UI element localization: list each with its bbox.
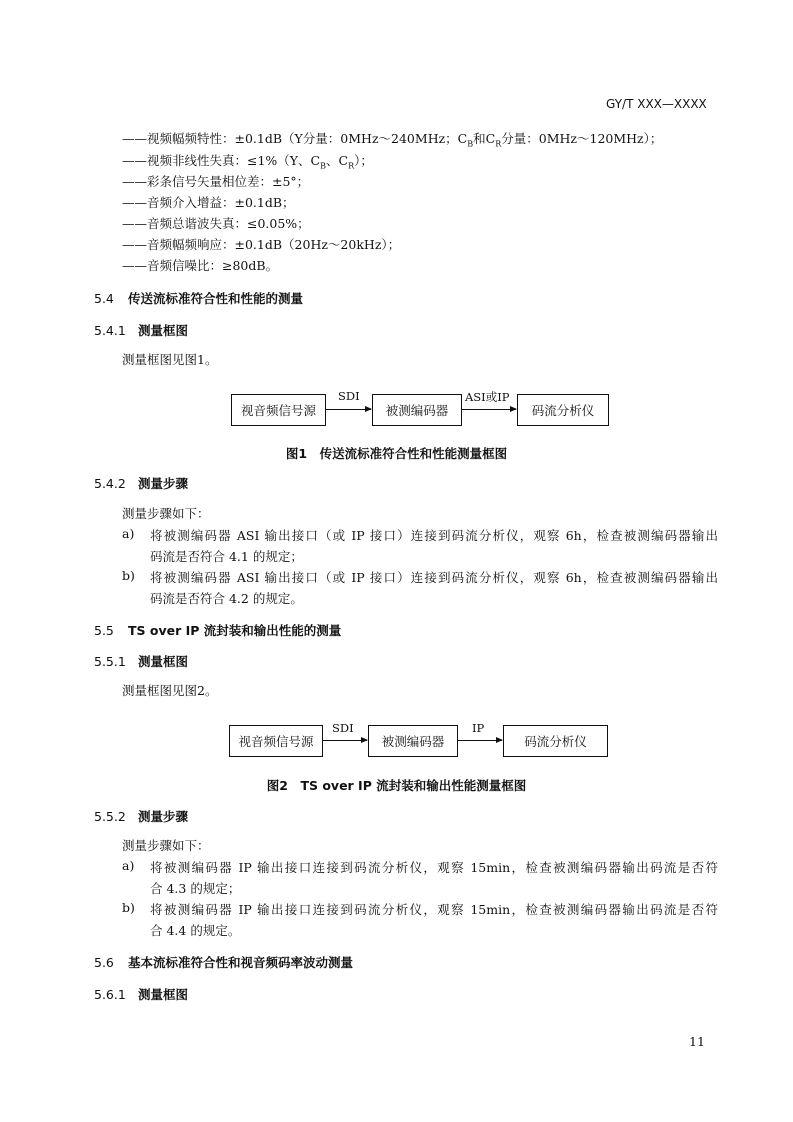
arrow (325, 409, 371, 410)
link-label: SDI (338, 389, 360, 403)
list-item-text: 合 4.4 的规定。 (150, 923, 241, 938)
encoder-box: 被测编码器 (372, 394, 462, 426)
list-item-text: 码流是否符合 4.2 的规定。 (150, 591, 303, 606)
list-item-text: 将被测编码器 ASI 输出接口（或 IP 接口）连接到码流分析仪，观察 6h，检查被测编码器输出 (150, 528, 718, 543)
section-heading: 5.5.1 测量框图 (94, 654, 189, 669)
arrow (461, 409, 516, 410)
list-marker: a) (122, 858, 135, 873)
link-label: IP (472, 721, 485, 735)
list-item-text: 将被测编码器 IP 输出接口连接到码流分析仪，观察 15min，检查被测编码器输出码流是否符 (150, 902, 718, 917)
page-number: 11 (689, 1034, 705, 1049)
signal-source-box: 视音频信号源 (231, 394, 326, 426)
section-heading: 5.4.2 测量步骤 (94, 476, 189, 491)
signal-source-box: 视音频信号源 (229, 725, 323, 757)
section-heading: 5.4.1 测量框图 (94, 323, 189, 338)
section-heading: 5.5.2 测量步骤 (94, 809, 189, 824)
spec-item: ——视频幅频特性：±0.1dB（Y分量：0MHz～240MHz；$C_B$和$C_R$分量：0MHz～120MHz）； (122, 131, 663, 149)
spec-item: ——视频非线性失真：≤1%（Y、$C_B$、$C_R$）； (122, 153, 373, 171)
paragraph: 测量步骤如下： (122, 838, 210, 853)
paragraph: 测量框图见图1。 (122, 352, 218, 367)
list-item-text: 码流是否符合 4.1 的规定； (150, 549, 303, 564)
list-item-text: 将被测编码器 IP 输出接口连接到码流分析仪，观察 15min，检查被测编码器输出码流是否符 (150, 860, 718, 875)
encoder-box: 被测编码器 (368, 725, 458, 757)
figure-caption: 图1 传送流标准符合性和性能测量框图 (285, 446, 508, 461)
list-marker: b) (122, 900, 135, 915)
doc-id: GY/T XXX—XXXX (606, 97, 707, 111)
analyzer-box: 码流分析仪 (517, 394, 609, 426)
spec-item: ——音频幅频响应：±0.1dB（20Hz～20kHz）； (122, 237, 401, 252)
section-heading: 5.6.1 测量框图 (94, 987, 189, 1002)
figure-caption: 图2 TS over IP 流封装和输出性能测量框图 (266, 778, 527, 793)
paragraph: 测量步骤如下： (122, 506, 210, 521)
link-label: ASI或IP (465, 390, 510, 404)
section-heading: 5.5 TS over IP 流封装和输出性能的测量 (94, 623, 342, 638)
spec-item: ——音频总谐波失真：≤0.05%； (122, 216, 310, 231)
arrow (457, 740, 502, 741)
arrow (322, 740, 367, 741)
paragraph: 测量框图见图2。 (122, 683, 218, 698)
list-item-text: 将被测编码器 ASI 输出接口（或 IP 接口）连接到码流分析仪，观察 6h，检查被测编码器输出 (150, 570, 718, 585)
list-marker: a) (122, 526, 135, 541)
spec-item: ——彩条信号矢量相位差：±5°； (122, 174, 310, 189)
list-item-text: 合 4.3 的规定； (150, 881, 241, 896)
spec-item: ——音频介入增益：±0.1dB； (122, 195, 295, 210)
section-heading: 5.4 传送流标准符合性和性能的测量 (94, 291, 304, 306)
analyzer-box: 码流分析仪 (503, 725, 608, 757)
spec-item: ——音频信噪比：≥80dB。 (122, 258, 279, 273)
section-heading: 5.6 基本流标准符合性和视音频码率波动测量 (94, 955, 354, 970)
list-marker: b) (122, 568, 135, 583)
link-label: SDI (332, 721, 354, 735)
